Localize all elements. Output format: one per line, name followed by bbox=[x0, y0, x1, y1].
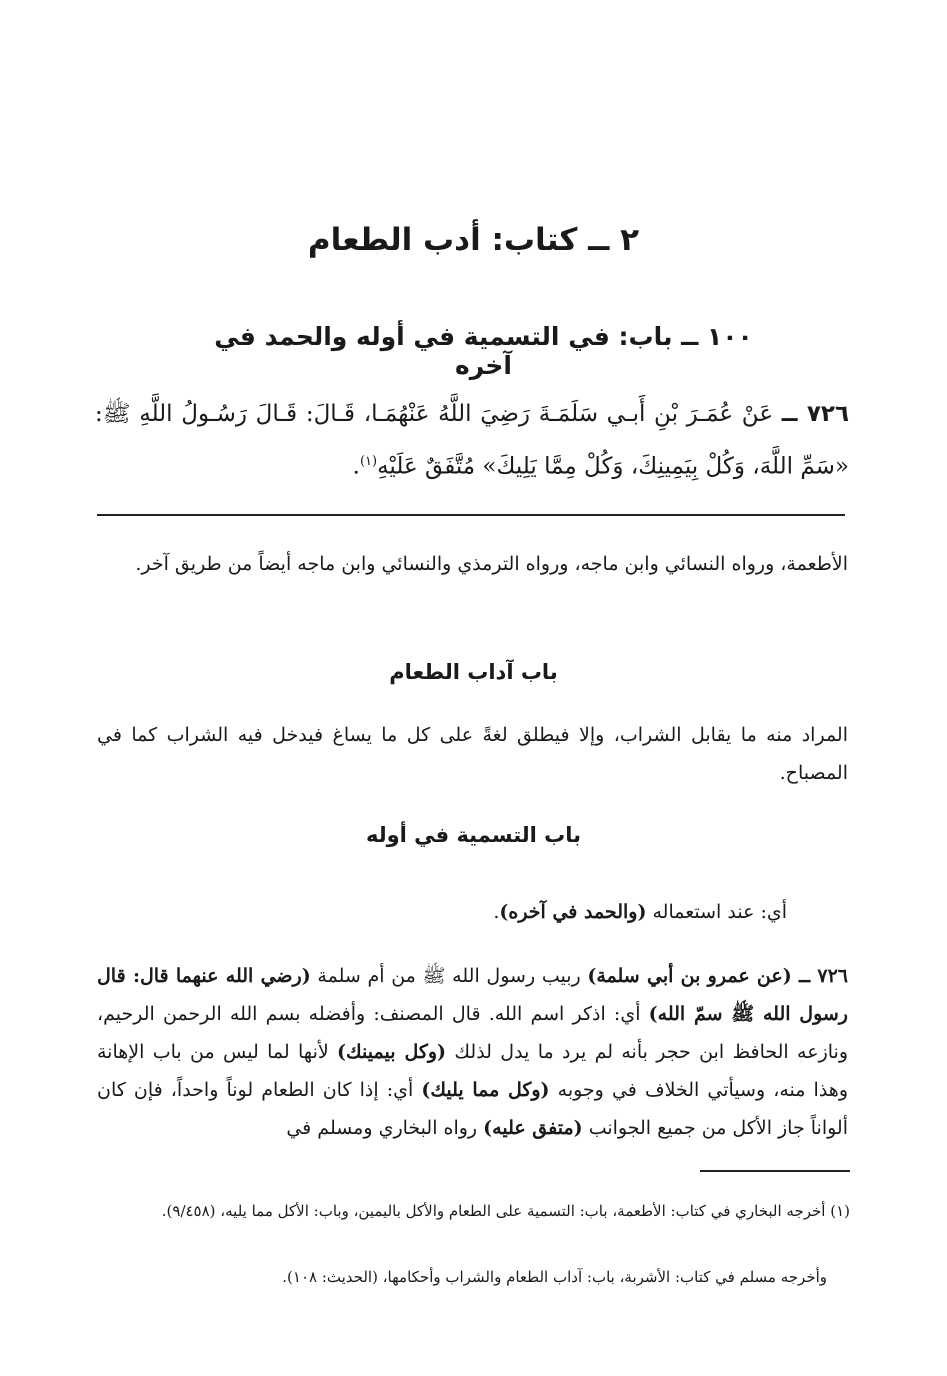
hadith-end: . bbox=[352, 453, 360, 480]
footnote-1: (١) أخرجه البخاري في كتاب: الأطعمة، باب: التسمية على الطعام والأكل باليمين، وباب: الأكل مما يليه، (٩/٤٥٨). bbox=[161, 1202, 850, 1220]
main-text-10: رواه البخاري ومسلم في bbox=[286, 1117, 484, 1139]
commentary-main bbox=[97, 957, 848, 1147]
chapter-title: ١٠٠ ــ باب: في التسمية في أوله والحمد في آخره bbox=[214, 322, 753, 380]
hadith-text bbox=[95, 390, 849, 491]
section-divider bbox=[97, 514, 845, 516]
commentary-continuation: الأطعمة، ورواه النسائي وابن ماجه، ورواه الترمذي والنسائي وابن ماجه أيضاً من طريق آخر. bbox=[135, 553, 848, 575]
footnote-ref: (١) bbox=[359, 454, 378, 469]
para2-quote: (والحمد في آخره) bbox=[499, 901, 647, 923]
main-quote-7: (وكل مما يليك) bbox=[421, 1079, 550, 1101]
commentary-heading-2: باب التسمية في أوله bbox=[365, 823, 582, 847]
main-quote-9: (متفق عليه) bbox=[483, 1117, 583, 1139]
main-text-4: أي: اذكر اسم الله. قال المصنف: وأفضله بسم الله الرحمن الرحيم، ونازعه الحافظ ابن حجر بأنه لم يرد ما يدل لذلك bbox=[97, 1003, 848, 1063]
footnote-2: وأخرجه مسلم في كتاب: الأشربة، باب: آداب الطعام والشراب وأحكامها، (الحديث: ١٠٨). bbox=[282, 1268, 827, 1286]
main-text-6: لأنها لما ليس من باب الإهانة وهذا منه، وسيأتي الخلاف في وجوبه bbox=[97, 1041, 849, 1101]
main-text-2: ربيب رسول الله ﷺ من أم سلمة bbox=[310, 965, 588, 987]
main-quote-3: (رضي الله عنهما قال: قال رسول الله ﷺ سمّ الله) bbox=[97, 965, 848, 1025]
main-text-8: أي: إذا كان الطعام لوناً واحداً، فإن كان ألواناً جاز الأكل من جميع الجوانب bbox=[97, 1079, 848, 1139]
commentary-paragraph-1: المراد منه ما يقابل الشراب، وإلا فيطلق لغةً على كل ما يساغ فيدخل فيه الشراب كما في المصباح. bbox=[97, 724, 848, 784]
main-quote-5: (وكل بيمينك) bbox=[337, 1041, 447, 1063]
para2-end: . bbox=[493, 901, 500, 923]
footnote-divider bbox=[700, 1170, 850, 1172]
hadith-body: عَنْ عُمَـرَ بْنِ أَبـي سَلَمَـةَ رَضِيَ اللَّهُ عَنْهُمَـا، قَـالَ: قَـالَ رَسُـولُ اللَّهِ ﷺ: «سَمِّ اللَّهَ، وَكُلْ بِيَمِينِكَ، وَكُلْ مِمَّا يَلِيكَ» مُتَّفَقٌ عَلَيْهِ bbox=[95, 401, 849, 480]
hadith-number: ٧٢٦ ــ bbox=[781, 401, 849, 427]
main-quote-1: ٧٢٦ ــ (عن عمرو بن أبي سلمة) bbox=[587, 965, 848, 987]
commentary-paragraph-2 bbox=[97, 893, 787, 931]
book-title: ٢ ــ كتاب: أدب الطعام bbox=[307, 222, 640, 258]
commentary-heading-1: باب آداب الطعام bbox=[389, 660, 558, 684]
para2-text: أي: عند استعماله bbox=[646, 901, 787, 923]
